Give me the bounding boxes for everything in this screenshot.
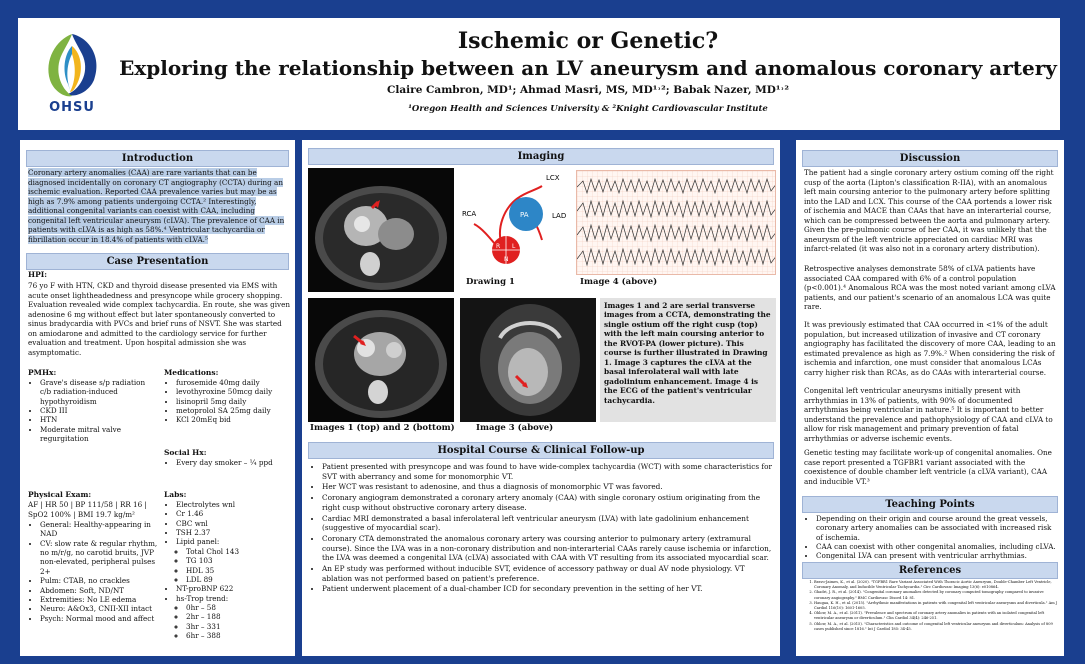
- ecg-trace-icon: [577, 171, 776, 275]
- list-item: ◦ 6hr – 388: [186, 631, 292, 640]
- references-list: [804, 580, 1058, 632]
- left-column: [20, 140, 295, 656]
- introduction-text: [28, 168, 290, 244]
- hpi-text: 76 yo F with HTN, CKD and thyroid disease presented via EMS with acute onset lightheadedness and presyncope while grocery shopping. Evaluation revealed wide complex tachycardia. En route, she was given adenosine 6 mg without effect but later spontaneously converted to sinus bradycardia with PVCs and brief runs of NSVT. She was started on amiodarone and admitted to the cardiology service for further evaluation and treatment. Upon hospital admission she was asymptomatic.: [28, 281, 290, 357]
- drawing-1-caption: Drawing 1: [466, 277, 515, 287]
- list-item: • TSH 2.37: [176, 528, 292, 537]
- hpi-label: HPI:: [28, 270, 48, 279]
- physical-exam-list: [28, 520, 160, 623]
- medications-list: [164, 378, 292, 425]
- trop-trend-label: hs-Trop trend:: [176, 593, 229, 603]
- discussion-heading: Discussion: [802, 150, 1058, 167]
- discussion-paragraph: Retrospective analyses demonstrate 58% of cLVA patients have associated CAA compared with 6% of a control population (p<0.001).⁴ Anomalous RCA was the most noted variant among cLVA patients, and our patient's scenario of an anomalous LCA was quite rare.: [804, 264, 1056, 311]
- images-1-2-caption: Images 1 (top) and 2 (bottom): [310, 423, 455, 433]
- list-item: • Patient presented with presyncope and was found to have wide-complex tachycardia (WCT) with some characteristics for SVT with aberrancy and some for monomorphic VT.: [322, 462, 776, 481]
- label-n: N: [504, 256, 509, 263]
- discussion-paragraph: Genetic testing may facilitate work-up of congenital anomalies. One case report presented a TGFBR1 variant associated with the coexistence of double chamber left ventricle (a cLVA variant), CAA and inducible VT.³: [804, 448, 1052, 486]
- label-lcx: LCX: [546, 174, 560, 182]
- label-r: R: [496, 243, 501, 250]
- list-item: • Patient underwent placement of a dual-chamber ICD for secondary prevention in the setting of her VT.: [322, 584, 776, 594]
- list-item: • CBC wnl: [176, 519, 292, 528]
- list-item: 1. Bravo-Jaimes, K., et al. (2020). "TGFBR1 Rare Variant Associated With Thoracic Aortic Aneurysm, Double-Chamber Left Ventricle, Coronary Anomaly, and Inducible Ventricular Tachycardia." Circ Cardiovasc Imaging 13(6): e010864.: [814, 580, 1058, 590]
- list-item: • Moderate mitral valve regurgitation: [40, 425, 158, 444]
- list-item: • Congenital LVA can present with ventricular arrhythmias.: [816, 551, 1058, 560]
- labs-list: [164, 500, 292, 640]
- discussion-paragraph: The patient had a single coronary artery ostium coming off the right cusp of the aorta (Lipton's classification R-IIA), with an anomalous left main coursing anterior to the pulmonary artery before splitting into the LAD and LCX. This course of the CAA portends a lower risk of ischemia and MACE than CAAs that have an interarterial course, which can be compressed between the aorta and pulmonary artery. Given the pre-pulmonic course of her CAA, it was unlikely that the aneurysm of the left ventricle appreciated on cardiac MRI was infarct-related (it was also not in a coronary artery distribution).: [804, 168, 1054, 253]
- right-column: [796, 140, 1064, 656]
- imaging-description: Images 1 and 2 are serial transverse images from a CCTA, demonstrating the single ostium off the right cusp (top) with the left main coursing anterior to the RVOT-PA (lower picture). This course is further illustrated in Drawing 1. Image 3 captures the cLVA at the basal inferolateral wall with late gadolinium enhancement. Image 4 is the ECG of the patient's ventricular tachycardia.: [600, 298, 776, 422]
- list-item: • Cardiac MRI demonstrated a basal inferolateral left ventricular aneurysm (LVA) with late gadolinium enhancement (suggestive of myocardial scar).: [322, 514, 776, 533]
- introduction-heading: Introduction: [26, 150, 289, 167]
- list-item: ◦ 2hr – 188: [186, 612, 292, 621]
- list-item: • lisinopril 5mg daily: [176, 397, 292, 406]
- ct-scan-1-icon: [308, 168, 454, 292]
- list-item: • Depending on their origin and course around the great vessels, coronary artery anomalies can be associated with increased risk of ischemia.: [816, 514, 1058, 542]
- medications-label: Medications:: [164, 368, 219, 377]
- author-list: Claire Cambron, MD¹; Ahmad Masri, MS, MD¹˒²; Babak Nazer, MD¹˒²: [387, 84, 789, 96]
- teaching-points-list: [804, 514, 1058, 561]
- list-item: ◦ 0hr – 58: [186, 603, 292, 612]
- introduction-highlight: Coronary artery anomalies (CAA) are rare variants that can be diagnosed incidentally on coronary CT angiography (CCTA) during an ischemic evaluation. Reported CAA prevalence varies but may be as high as 7.9% among patients undergoing CCTA.² Interestingly, additional congenital variants can coexist with CAA, including congenital left ventricular aneurysm (cLVA). The prevalence of CAA in patients with cLVA is as high as 58%.⁴ Ventricular tachycardia or fibrillation occur in 18.4% of patients with cLVA.⁵: [28, 168, 285, 244]
- list-item: • Extremities: No LE edema: [40, 595, 160, 604]
- labs-label: Labs:: [164, 490, 187, 499]
- physical-exam-label: Physical Exam:: [28, 490, 92, 499]
- imaging-heading: Imaging: [308, 148, 774, 165]
- list-item: • KCl 20mEq bid: [176, 415, 292, 424]
- list-item: • CKD III: [40, 406, 158, 415]
- list-item: • Her WCT was resistant to adenosine, and thus a diagnosis of monomorphic VT was favored.: [322, 482, 776, 492]
- logo-text: OHSU: [49, 100, 95, 115]
- list-item: ◦ 3hr – 331: [186, 622, 292, 631]
- list-item: • Every day smoker – ¼ ppd: [176, 458, 292, 467]
- mri-image-3: [460, 298, 596, 422]
- list-item: ◦ TG 103: [186, 556, 292, 565]
- list-item: • Abdomen: Soft, ND/NT: [40, 586, 160, 595]
- hospital-course-list: [310, 462, 776, 595]
- list-item: ◦ HDL 35: [186, 566, 292, 575]
- list-item: 2. Ghadri, J. R., et al. (2014). "Congenital coronary anomalies detected by coronary computed tomography compared to invasive coronary angiography." BMC Cardiovasc Disord 14: 81.: [814, 590, 1058, 600]
- list-item: ◦ LDL 89: [186, 575, 292, 584]
- list-item: ◦ Total Chol 143: [186, 547, 292, 556]
- poster-title: Ischemic or Genetic?: [457, 28, 719, 54]
- image-4-caption: Image 4 (above): [580, 277, 658, 287]
- list-item: [176, 537, 292, 584]
- list-item: 5. Ohlow, M. A., et al. (2015). "Characteristics and outcome of congenital left ventricular aneurysm and diverticulum: Analysis of 809 cases published since 1816." Int J Cardiol 185: 34-45.: [814, 622, 1058, 632]
- list-item: • HTN: [40, 415, 158, 424]
- list-item: • Cr 1.46: [176, 509, 292, 518]
- list-item: • Pulm: CTAB, no crackles: [40, 576, 160, 585]
- discussion-paragraph: Congenital left ventricular aneurysms initially present with arrhythmias in 13% of patients, with 90% of documented arrhythmias being ventricular in nature.⁵ It is important to better understand the prevalence and pathophysiology of CAA and cLVA to allow for risk management and primary prevention of fatal arrhythmias or adverse ischemic events.: [804, 386, 1053, 443]
- label-pa: PA: [520, 211, 529, 219]
- list-item: 4. Ohlow, M. A., et al. (2011). "Prevalence and spectrum of coronary artery anomalies in patients with an isolated congenital left ventricular aneurysm or diverticulum." Clin Cardiol 34(4): 246-251.: [814, 611, 1058, 621]
- list-item: • furosemide 40mg daily: [176, 378, 292, 387]
- list-item: • metoprolol SA 25mg daily: [176, 406, 292, 415]
- list-item: • Neuro: A&Ox3, CNII-XII intact: [40, 604, 160, 613]
- social-history-list: [164, 458, 292, 467]
- ct-image-2: [308, 298, 454, 422]
- list-item: • NT-proBNP 622: [176, 584, 292, 593]
- trop-trend-list: [176, 603, 292, 640]
- pmhx-list: [28, 378, 158, 444]
- list-item: • Electrolytes wnl: [176, 500, 292, 509]
- hospital-course-heading: Hospital Course & Clinical Follow-up: [308, 442, 774, 459]
- list-item: • An EP study was performed without inducible SVT, evidence of accessory pathway or dual AV node physiology. VT ablation was not performed based on patient's preference.: [322, 564, 776, 583]
- poster-header: [18, 18, 1060, 130]
- social-history-label: Social Hx:: [164, 448, 207, 457]
- pmhx-label: PMHx:: [28, 368, 57, 377]
- poster-subtitle: Exploring the relationship between an LV aneurysm and anomalous coronary artery: [119, 56, 1057, 80]
- ct-image-1: [308, 168, 454, 292]
- list-item: [176, 594, 292, 641]
- coronary-drawing: [460, 168, 574, 280]
- list-item: • Coronary angiogram demonstrated a coronary artery anomaly (CAA) with single coronary ostium originating from the right cusp without obstructive coronary artery disease.: [322, 493, 776, 512]
- list-item: • Grave's disease s/p radiation c/b radiation-induced hypothyroidism: [40, 378, 158, 406]
- discussion-paragraph: It was previously estimated that CAA occurred in <1% of the adult population, but increased utilization of invasive and CT coronary angiography has facilitated the discovery of more CAA, leading to an estimated prevalence as high as 7.9%.² When considering the risk of ischemia and infarction, one must consider that anomalous LCAs carry higher risk than RCAs, as do CAAs with interarterial course.: [804, 320, 1056, 377]
- mri-scan-icon: [460, 298, 596, 422]
- lipid-panel-list: [176, 547, 292, 584]
- ecg-image: [576, 170, 776, 275]
- references-heading: References: [802, 562, 1058, 579]
- affiliations: ¹Oregon Health and Sciences University & ²Knight Cardiovascular Institute: [408, 104, 768, 114]
- image-3-caption: Image 3 (above): [476, 423, 554, 433]
- list-item: 3. Haugaa, K. H., et al. (2015). "Arrhythmic manifestations in patients with congenital left ventricular aneurysms and diverticula." Am J Cardiol 116(10): 1601-1605.: [814, 601, 1058, 611]
- middle-column: [302, 140, 780, 656]
- label-lad: LAD: [552, 212, 567, 220]
- list-item: • Psych: Normal mood and affect: [40, 614, 160, 623]
- list-item: • CV: slow rate & regular rhythm, no m/r/g, no carotid bruits, JVP non-elevated, peripheral pulses 2+: [40, 539, 160, 576]
- teaching-points-heading: Teaching Points: [802, 496, 1058, 513]
- list-item: • General: Healthy-appearing in NAD: [40, 520, 160, 539]
- lipid-panel-label: Lipid panel:: [176, 537, 220, 547]
- list-item: • Coronary CTA demonstrated the anomalous coronary artery was coursing anterior to pulmonary artery (extramural course). Since the LVA was in a non-coronary distribution and non-interarterial CAAs rarely cause ischemia or infarction, the LVA was deemed a congenital LVA (cLVA) associated with CAA with VT resulting from its associated myocardial scar.: [322, 534, 776, 563]
- physical-exam-vitals: AF | HR 50 | BP 111/58 | RR 16 | SpO2 100% | BMI 19.7 kg/m²: [28, 500, 147, 519]
- ct-scan-2-icon: [308, 298, 454, 422]
- case-presentation-heading: Case Presentation: [26, 253, 289, 270]
- label-l: L: [512, 243, 516, 250]
- list-item: • levothyroxine 50mcg daily: [176, 387, 292, 396]
- list-item: • CAA can coexist with other congenital anomalies, including cLVA.: [816, 542, 1058, 551]
- label-rca: RCA: [462, 210, 477, 218]
